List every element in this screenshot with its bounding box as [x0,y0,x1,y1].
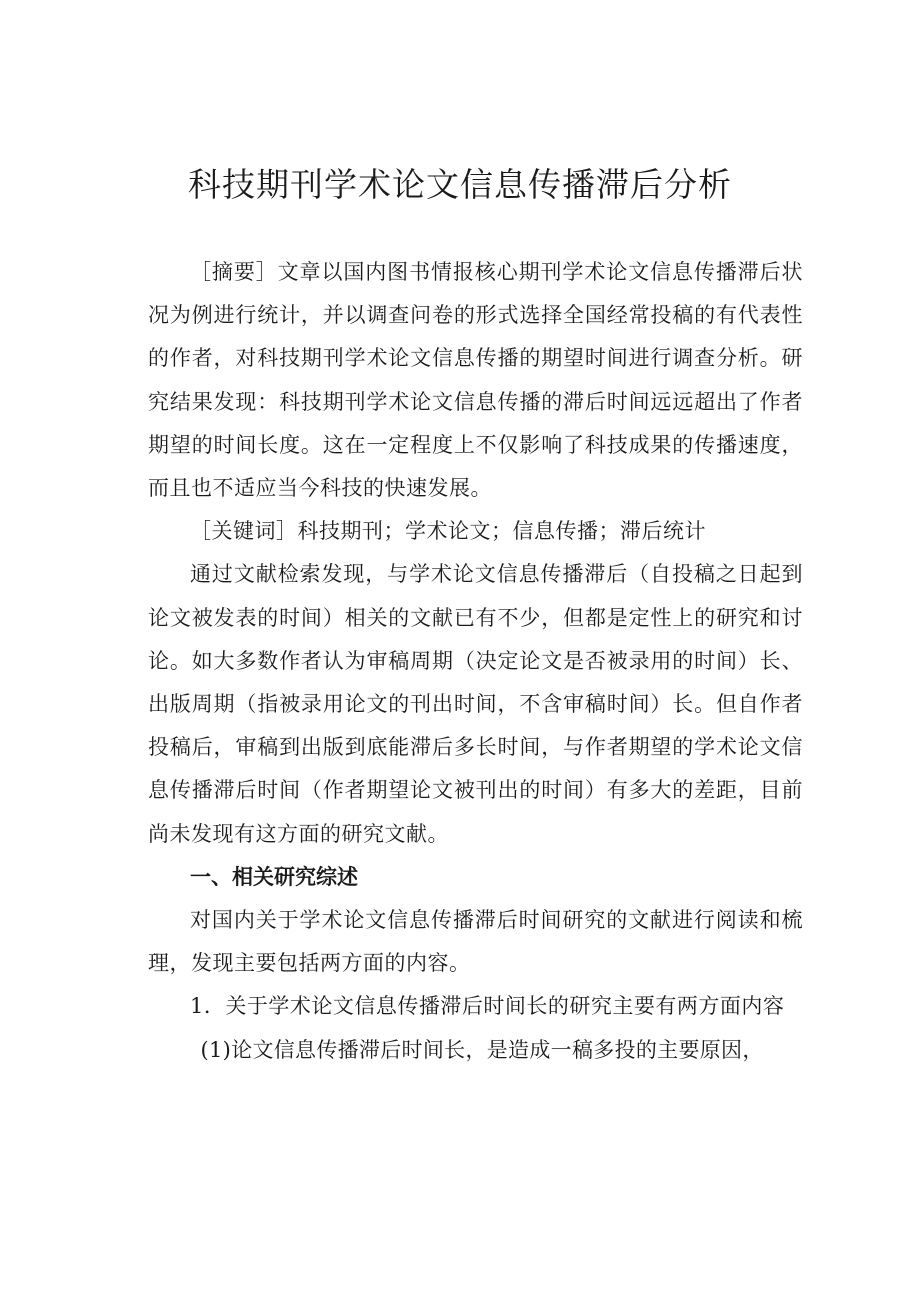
section-heading: 一、相关研究综述 [190,864,358,889]
subsection-heading: 1．关于学术论文信息传播滞后时间长的研究主要有两方面内容 [190,994,785,1019]
document-body [148,251,803,1072]
intro-paragraph: 通过文献检索发现，与学术论文信息传播滞后（自投稿之日起到论文被发表的时间）相关的文献已有不少，但都是定性上的研究和讨论。如大多数作者认为审稿周期（决定论文是否被录用的时间）长、出版周期（指被录用论文的刊出时间，不含审稿时间）长。但自作者投稿后，审稿到出版到底能滞后多长时间，与作者期望的学术论文信息传播滞后时间（作者期望论文被刊出的时间）有多大的差距，目前尚未发现有这方面的研究文献。 [148,562,803,846]
keywords-line: ［关键词］科技期刊；学术论文；信息传播；滞后统计 [190,519,706,544]
document-title: 科技期刊学术论文信息传播滞后分析 [188,165,732,204]
section-paragraph: 对国内关于学术论文信息传播滞后时间研究的文献进行阅读和梳理，发现主要包括两方面的内容。 [148,908,803,976]
list-item: (1)论文信息传播滞后时间长，是造成一稿多投的主要原因， [200,1037,764,1062]
abstract-paragraph: ［摘要］文章以国内图书情报核心期刊学术论文信息传播滞后状况为例进行统计，并以调查问卷的形式选择全国经常投稿的有代表性的作者，对科技期刊学术论文信息传播的期望时间进行调查分析。研究结果发现：科技期刊学术论文信息传播的滞后时间远远超出了作者期望的时间长度。这在一定程度上不仅影响了科技成果的传播速度，而且也不适应当今科技的快速发展。 [148,260,803,501]
